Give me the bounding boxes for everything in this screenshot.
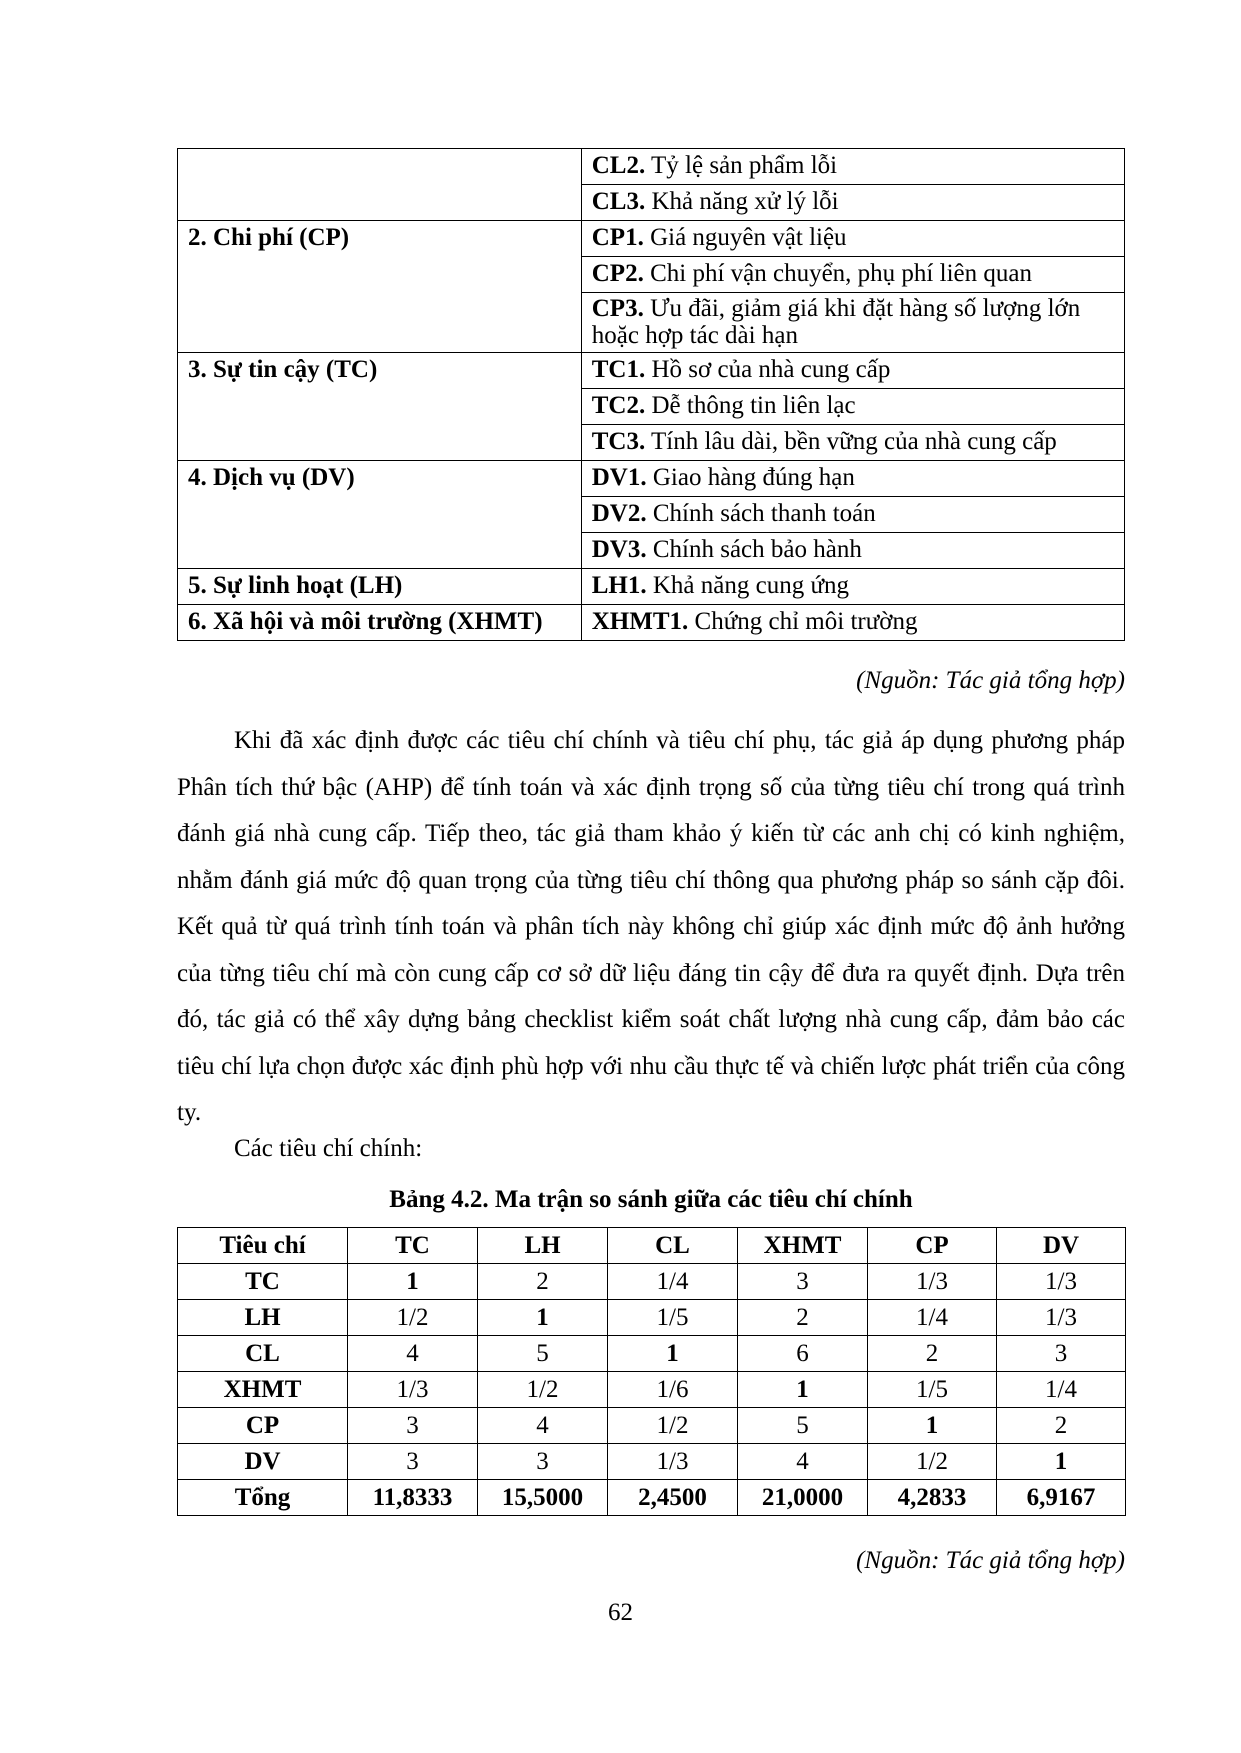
matrix-diagonal-cell: 1: [478, 1300, 608, 1336]
table-row: [178, 1408, 1126, 1444]
sub-criterion-code: DV3.: [591, 536, 647, 563]
lead-text: Các tiêu chí chính:: [234, 1135, 423, 1162]
total-cell: 21,0000: [738, 1480, 868, 1516]
matrix-row-header: CP: [178, 1408, 348, 1444]
matrix-column-header: CL: [608, 1228, 738, 1264]
matrix-row-header: TC: [178, 1264, 348, 1300]
matrix-cell: 3: [478, 1444, 608, 1480]
matrix-column-header: TC: [348, 1228, 478, 1264]
matrix-row-header: CL: [178, 1336, 348, 1372]
sub-criterion-code: CP2.: [591, 260, 644, 287]
matrix-cell: 1/5: [608, 1300, 738, 1336]
sub-criterion-code: CL3.: [591, 188, 646, 215]
sub-criterion-text: Khả năng cung ứng: [646, 572, 850, 599]
total-cell: 4,2833: [868, 1480, 997, 1516]
main-criterion-cell: 3. Sự tin cậy (TC): [178, 353, 582, 461]
matrix-cell: 3: [348, 1408, 478, 1444]
matrix-row-header: LH: [178, 1300, 348, 1336]
sub-criterion-text: Khả năng xử lý lỗi: [645, 188, 839, 215]
total-label: Tổng: [178, 1480, 348, 1516]
sub-criterion-text: Chứng chỉ môi trường: [688, 608, 918, 635]
sub-criterion-text: Chính sách bảo hành: [646, 536, 862, 563]
matrix-cell: 1/3: [608, 1444, 738, 1480]
sub-criterion-cell: [581, 185, 1124, 221]
table-row: [178, 1444, 1126, 1480]
matrix-cell: 5: [478, 1336, 608, 1372]
sub-criterion-cell: [581, 497, 1124, 533]
table-row: [178, 149, 1125, 185]
matrix-source-note: (Nguồn: Tác giả tổng hợp): [856, 1547, 1125, 1574]
matrix-cell: 5: [738, 1408, 868, 1444]
matrix-cell: 2: [997, 1408, 1126, 1444]
matrix-cell: 1/2: [478, 1372, 608, 1408]
sub-criterion-cell: [581, 533, 1124, 569]
sub-criterion-code: DV1.: [591, 464, 647, 491]
sub-criterion-code: LH1.: [591, 572, 647, 599]
sub-criterion-text: Tính lâu dài, bền vững của nhà cung cấp: [645, 428, 1057, 455]
sub-criterion-text: Ưu đãi, giảm giá khi đặt hàng số lượng lớn hoặc hợp tác dài hạn: [591, 295, 1081, 349]
sub-criterion-code: TC3.: [591, 428, 646, 455]
matrix-cell: 1/4: [608, 1264, 738, 1300]
table-caption: Bảng 4.2. Ma trận so sánh giữa các tiêu chí chính: [389, 1186, 913, 1213]
table-row: [178, 605, 1125, 641]
sub-criterion-code: CL2.: [591, 152, 646, 179]
sub-criterion-text: Hồ sơ của nhà cung cấp: [645, 356, 891, 383]
table-row: [178, 1372, 1126, 1408]
table-row: [178, 221, 1125, 257]
matrix-cell: 2: [478, 1264, 608, 1300]
table-row: [178, 461, 1125, 497]
matrix-cell: 4: [348, 1336, 478, 1372]
table-row: [178, 1336, 1126, 1372]
main-criterion-cell: 4. Dịch vụ (DV): [178, 461, 582, 569]
matrix-cell: 2: [738, 1300, 868, 1336]
matrix-row-header: DV: [178, 1444, 348, 1480]
sub-criterion-code: DV2.: [591, 500, 647, 527]
matrix-cell: 1/2: [608, 1408, 738, 1444]
sub-criterion-text: Giá nguyên vật liệu: [643, 224, 847, 251]
body-paragraph: Khi đã xác định được các tiêu chí chính và tiêu chí phụ, tác giả áp dụng phương pháp Phân tích thứ bậc (AHP) để tính toán và xác định trọng số của từng tiêu chí trong quá trình đánh giá nhà cung cấp. Tiếp theo, tác giả tham khảo ý kiến từ các anh chị có kinh nghiệm, nhằm đánh giá mức độ quan trọng của từng tiêu chí thông qua phương pháp so sánh cặp đôi. Kết quả từ quá trình tính toán và phân tích này không chỉ giúp xác định mức độ ảnh hưởng của từng tiêu chí mà còn cung cấp cơ sở dữ liệu đáng tin cậy để đưa ra quyết định. Dựa trên đó, tác giả có thể xây dựng bảng checklist kiểm soát chất lượng nhà cung cấp, đảm bảo các tiêu chí lựa chọn được xác định phù hợp với nhu cầu thực tế và chiến lược phát triển của công ty.: [177, 727, 1125, 1126]
sub-criterion-text: Chính sách thanh toán: [646, 500, 876, 527]
matrix-header-row: [178, 1228, 1126, 1264]
matrix-column-header: CP: [868, 1228, 997, 1264]
sub-criterion-text: Chi phí vận chuyển, phụ phí liên quan: [643, 260, 1032, 287]
table-row: [178, 569, 1125, 605]
matrix-cell: 1/3: [997, 1264, 1126, 1300]
matrix-diagonal-cell: 1: [738, 1372, 868, 1408]
sub-criterion-code: CP3.: [591, 295, 644, 322]
matrix-column-header: LH: [478, 1228, 608, 1264]
sub-criterion-code: XHMT1.: [591, 608, 689, 635]
total-cell: 6,9167: [997, 1480, 1126, 1516]
main-criterion-cell: 2. Chi phí (CP): [178, 221, 582, 353]
matrix-diagonal-cell: 1: [868, 1408, 997, 1444]
table-source-note: (Nguồn: Tác giả tổng hợp): [856, 667, 1125, 694]
matrix-cell: 6: [738, 1336, 868, 1372]
matrix-column-header: Tiêu chí: [178, 1228, 348, 1264]
total-cell: 11,8333: [348, 1480, 478, 1516]
matrix-cell: 4: [738, 1444, 868, 1480]
sub-criterion-text: Tỷ lệ sản phẩm lỗi: [645, 152, 838, 179]
sub-criterion-cell: [581, 257, 1124, 293]
main-criterion-cell: 5. Sự linh hoạt (LH): [178, 569, 582, 605]
total-cell: 15,5000: [478, 1480, 608, 1516]
sub-criterion-text: Dễ thông tin liên lạc: [645, 392, 856, 419]
total-cell: 2,4500: [608, 1480, 738, 1516]
sub-criterion-cell: [581, 389, 1124, 425]
comparison-matrix-table: [177, 1227, 1126, 1516]
sub-criterion-code: TC2.: [591, 392, 646, 419]
sub-criterion-cell: [581, 461, 1124, 497]
sub-criterion-code: CP1.: [591, 224, 644, 251]
sub-criterion-cell: [581, 149, 1124, 185]
page-number: 62: [608, 1599, 633, 1626]
matrix-cell: 2: [868, 1336, 997, 1372]
matrix-diagonal-cell: 1: [348, 1264, 478, 1300]
matrix-body: [178, 1264, 1126, 1516]
matrix-row-header: XHMT: [178, 1372, 348, 1408]
sub-criterion-cell: [581, 293, 1124, 353]
matrix-column-header: DV: [997, 1228, 1126, 1264]
main-criterion-cell: 6. Xã hội và môi trường (XHMT): [178, 605, 582, 641]
criteria-table: [177, 148, 1125, 641]
matrix-diagonal-cell: 1: [608, 1336, 738, 1372]
matrix-cell: 1/3: [868, 1264, 997, 1300]
sub-criterion-cell: [581, 569, 1124, 605]
table-row: [178, 1300, 1126, 1336]
sub-criterion-code: TC1.: [591, 356, 646, 383]
matrix-cell: 4: [478, 1408, 608, 1444]
sub-criterion-cell: [581, 425, 1124, 461]
sub-criterion-cell: [581, 221, 1124, 257]
sub-criterion-cell: [581, 353, 1124, 389]
matrix-total-row: [178, 1480, 1126, 1516]
matrix-cell: 1/4: [868, 1300, 997, 1336]
table-row: [178, 1264, 1126, 1300]
matrix-cell: 1/3: [348, 1372, 478, 1408]
matrix-cell: 1/2: [868, 1444, 997, 1480]
matrix-cell: 1/5: [868, 1372, 997, 1408]
sub-criterion-cell: [581, 605, 1124, 641]
matrix-cell: 3: [738, 1264, 868, 1300]
main-criterion-cell: [178, 149, 582, 221]
matrix-cell: 1/3: [997, 1300, 1126, 1336]
matrix-column-header: XHMT: [738, 1228, 868, 1264]
sub-criterion-text: Giao hàng đúng hạn: [646, 464, 855, 491]
matrix-diagonal-cell: 1: [997, 1444, 1126, 1480]
matrix-cell: 3: [997, 1336, 1126, 1372]
table-row: [178, 353, 1125, 389]
matrix-cell: 1/6: [608, 1372, 738, 1408]
matrix-cell: 1/4: [997, 1372, 1126, 1408]
matrix-cell: 3: [348, 1444, 478, 1480]
matrix-cell: 1/2: [348, 1300, 478, 1336]
